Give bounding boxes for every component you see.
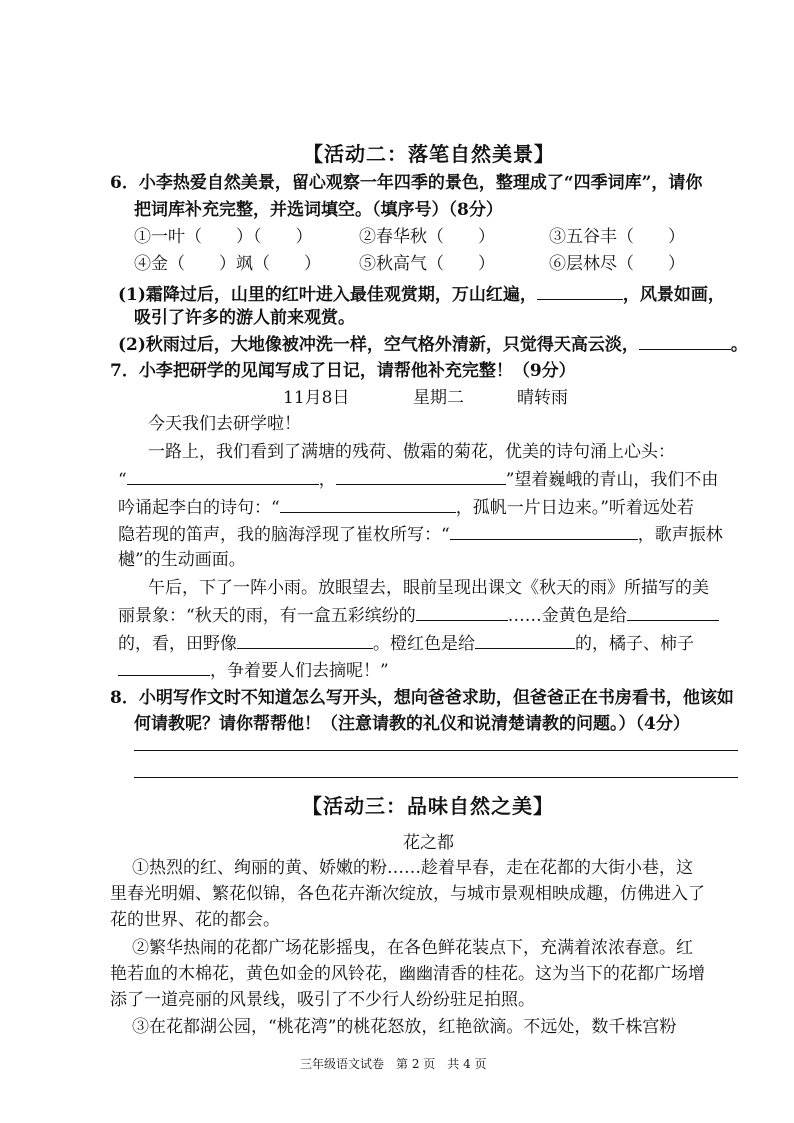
q6-stem-line1: 6．小李热爱自然美景，留心观察一年四季的景色，整理成了“四季词库”，请你 <box>110 173 703 193</box>
q7-rain-blank-3[interactable] <box>237 632 373 649</box>
q7-p1: 今天我们去研学啦！ <box>148 414 301 434</box>
q7-quote-open: “ <box>118 470 127 490</box>
q7-p3-line2 <box>118 604 719 627</box>
para1-line3: 花的世界、花的都会。 <box>110 910 280 930</box>
q7-weather: 晴转雨 <box>517 388 568 408</box>
page-footer: 三年级语文试卷 第 2 页 共 4 页 <box>300 1057 487 1071</box>
q6-sentence-1 <box>118 283 725 306</box>
q7-p2-line2-tail: ”望着巍峨的青山，我们不由 <box>505 470 719 490</box>
q7-p3-line3-head: 的，看，田野像 <box>118 634 237 654</box>
q8-line1: 8．小明写作文时不知道怎么写开头，想向爸爸求助，但爸爸正在书房看书，他该如 <box>110 688 734 708</box>
para2-line3: 添了一道亮丽的风景线，吸引了不少行人纷纷驻足拍照。 <box>110 990 535 1010</box>
q7-p2-line2 <box>118 468 718 491</box>
section-2-title: 【活动二：落笔自然美景】 <box>303 142 555 166</box>
q7-libai-blank[interactable] <box>280 496 456 513</box>
q6-item-4: ④金（ ）飒（ ） <box>134 254 321 274</box>
q7-rain-blank-2[interactable] <box>627 604 719 621</box>
q7-weekday: 星期二 <box>413 388 464 408</box>
para2-line1: ②繁华热闹的花都广场花影摇曳，在各色鲜花装点下，充满着浓浓春意。红 <box>132 938 693 958</box>
q8-line2: 何请教呢？请你帮帮他！（注意请教的礼仪和说清楚请教的问题。）（4分） <box>134 714 690 734</box>
para3-line1: ③在花都湖公园，“桃花湾”的桃花怒放，红艳欲滴。不远处，数千株宫粉 <box>132 1017 677 1037</box>
q7-p3-line3-mid: 。橙红色是给 <box>373 634 475 654</box>
q6-s2-text-a: (2)秋雨过后，大地像被冲洗一样，空气格外清新，只觉得天高云淡， <box>118 335 639 355</box>
q6-s1-text-c: 吸引了许多的游人前来观赏。 <box>134 308 355 328</box>
q6-item-5: ⑤秋高气（ ） <box>359 254 495 274</box>
section-3-title: 【活动三：品味自然之美】 <box>302 794 554 818</box>
q7-p3-line3 <box>118 632 694 655</box>
q6-sentence-2 <box>118 333 748 356</box>
q7-p2-line5: 樾”的生动画面。 <box>118 550 246 570</box>
q7-date: 11月8日 <box>283 388 350 408</box>
q6-s1-text-a: (1)霜降过后，山里的红叶进入最佳观赏期，万山红遍， <box>118 285 537 305</box>
q6-stem-line2: 把词库补充完整，并选词填空。（填序号）（8分） <box>134 200 503 220</box>
q7-stem: 7．小李把研学的见闻写成了日记，请帮他补充完整！（9分） <box>110 361 576 381</box>
q6-s1-text-b: ，风景如画， <box>622 285 725 305</box>
q7-p2-line3 <box>118 496 694 519</box>
q8-answer-line-1[interactable] <box>134 750 738 751</box>
para2-line2: 艳若血的木棉花，黄色如金的风铃花，幽幽清香的桂花。这为当下的花都广场增 <box>110 964 705 984</box>
q7-rain-blank-5[interactable] <box>118 659 210 676</box>
q6-s2-text-b: 。 <box>730 335 748 355</box>
q7-p3-line2-head: 丽景象：“秋天的雨，有一盒五彩缤纷的 <box>118 606 416 626</box>
q7-rain-blank-4[interactable] <box>475 632 575 649</box>
q7-p3-line4 <box>118 659 389 682</box>
q7-p2-line4-head: 隐若现的笛声，我的脑海浮现了崔枚所写：“ <box>118 525 450 545</box>
q7-p3-line1: 午后，下了一阵小雨。放眼望去，眼前呈现出课文《秋天的雨》所描写的美 <box>148 578 709 598</box>
q6-s2-answer-blank[interactable] <box>639 333 731 350</box>
para1-line2: 里春光明媚、繁花似锦，各色花卉渐次绽放，与城市景观相映成趣，仿佛进入了 <box>110 884 705 904</box>
q7-cuimei-blank[interactable] <box>450 523 638 540</box>
q7-comma: ， <box>318 470 336 490</box>
q7-p2-line4 <box>118 523 723 546</box>
q6-item-2: ②春华秋（ ） <box>359 227 495 247</box>
para1-line1: ①热烈的红、绚丽的黄、娇嫩的粉……趁着早春，走在花都的大街小巷，这 <box>132 858 693 878</box>
q7-poem-blank-1[interactable] <box>127 468 319 485</box>
q6-item-3: ③五谷丰（ ） <box>549 227 685 247</box>
q6-s1-answer-blank[interactable] <box>537 283 623 300</box>
q7-p2-line3-head: 吟诵起李白的诗句：“ <box>118 498 280 518</box>
q7-p2-line1: 一路上，我们看到了满塘的残荷、傲霜的菊花，优美的诗句涌上心头： <box>148 442 675 462</box>
q7-poem-blank-2[interactable] <box>336 468 506 485</box>
q7-rain-blank-1[interactable] <box>416 604 508 621</box>
q6-item-6: ⑥层林尽（ ） <box>549 254 685 274</box>
passage-title: 花之都 <box>403 833 454 853</box>
q7-p3-line2-mid: ……金黄色是给 <box>507 606 627 626</box>
q8-answer-line-2[interactable] <box>134 777 738 778</box>
q6-item-1: ①一叶（ ）（ ） <box>134 227 313 247</box>
q7-p2-line4-tail: ，歌声振林 <box>637 525 723 545</box>
q7-p3-line4-tail: ，争着要人们去摘呢！” <box>210 661 389 681</box>
q7-p2-line3-tail: ，孤帆一片日边来。”听着远处若 <box>455 498 694 518</box>
q7-p3-line3-tail: 的，橘子、柿子 <box>575 634 694 654</box>
